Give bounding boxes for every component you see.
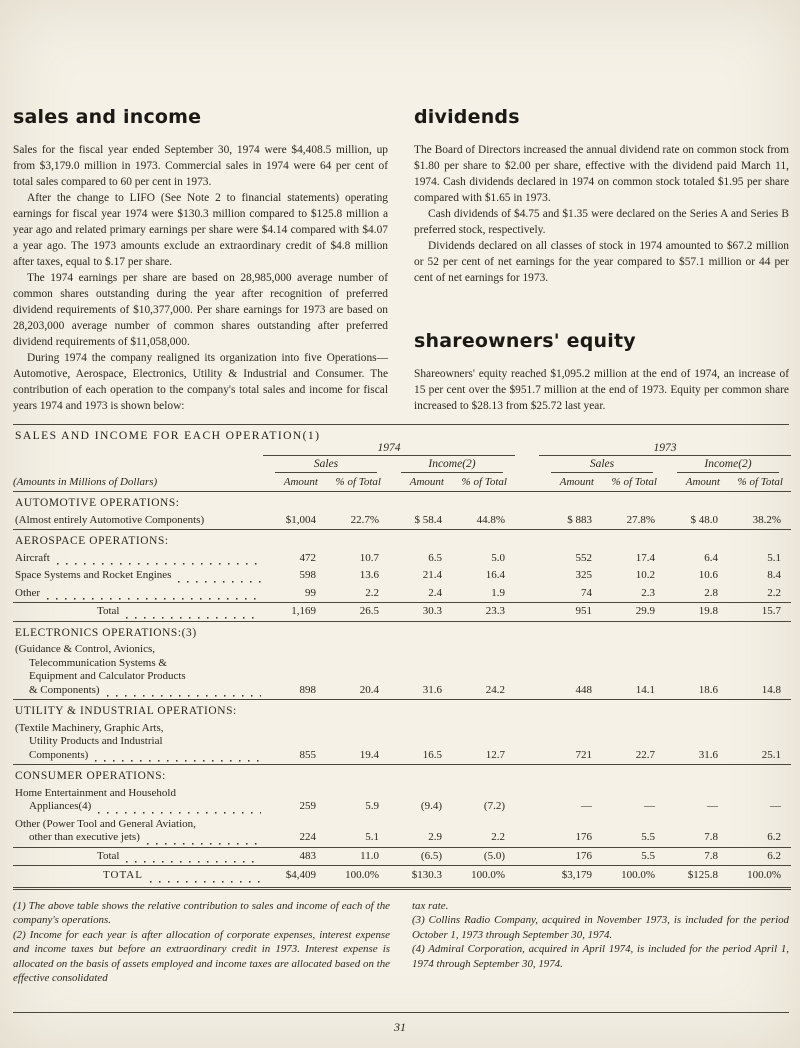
column-gap: [515, 567, 539, 585]
cell-value: 7.8: [665, 847, 728, 866]
cell-value: 176: [539, 816, 602, 848]
cell-value: 6.2: [728, 847, 791, 866]
table-row: [13, 785, 791, 816]
cell-value: 74: [539, 585, 602, 603]
cell-value: —: [707, 800, 718, 812]
cell-value: 25.1: [728, 720, 791, 765]
cell-value: 721: [539, 720, 602, 765]
sales-label: Sales: [275, 458, 377, 473]
row-label: AEROSPACE OPERATIONS:: [15, 535, 169, 547]
column-gap: [515, 603, 539, 622]
column-header-row: [13, 473, 791, 492]
sales-1973-header: [539, 456, 665, 474]
dividends-text: [414, 142, 789, 286]
paragraph: Sales for the fiscal year ended September 30, 1974 were $4,408.5 million, up from $3,179.0 million in 1973. Commercial sales in 1974 were 64 per cent of total sales compared to 60 per cent in 1973.: [13, 144, 388, 188]
dot-leader: [126, 609, 261, 619]
cell-value: 19.4: [326, 720, 389, 765]
cell-value: —: [770, 800, 781, 812]
row-label-text: & Components): [29, 683, 100, 696]
row-label-text: Total: [97, 849, 120, 862]
table-row: [13, 567, 791, 585]
row-label: ELECTRONICS OPERATIONS:(3): [15, 626, 197, 639]
cell-value: 176: [539, 847, 602, 866]
row-label: [13, 816, 263, 848]
pct-header: % of Total: [326, 473, 389, 492]
table-row: [13, 585, 791, 603]
row-label: AUTOMOTIVE OPERATIONS:: [15, 497, 180, 509]
row-label-line: [15, 749, 263, 763]
cell-value: 483: [263, 847, 326, 866]
row-label-line: [15, 552, 263, 566]
cell-value: 6.5: [428, 551, 442, 564]
pct-header: % of Total: [728, 473, 791, 492]
cell-value: 7.8: [665, 816, 728, 848]
cell-value: 552: [575, 551, 592, 564]
cell-value: 855: [263, 720, 326, 765]
cell-value: 2.3: [602, 585, 665, 603]
cell-value: 20.4: [326, 641, 389, 700]
cell-value: 2.9: [389, 816, 452, 848]
table-row: [13, 847, 791, 866]
row-label: [13, 720, 263, 765]
header-spacer: [13, 456, 263, 474]
table-title: SALES AND INCOME FOR EACH OPERATION(1): [15, 429, 321, 442]
row-label-line: Telecommunication Systems &: [29, 656, 167, 669]
row-label-line: [15, 569, 263, 583]
row-label-line: Equipment and Calculator Products: [29, 670, 186, 682]
cell-value: $ 48.0: [665, 512, 728, 530]
row-label: [13, 785, 263, 816]
row-label-line: [15, 587, 263, 601]
paragraph: Dividends declared on all classes of stock in 1974 amounted to $67.2 million or 52 per cent of net earnings for the year compared to $57.1 million or 44 per cent of net earnings for 1973.: [414, 240, 789, 284]
row-label-line: [97, 850, 263, 864]
cell-value: 14.8: [728, 641, 791, 700]
column-gap: [515, 847, 539, 866]
row-label-line: [15, 831, 263, 845]
dot-leader: [150, 873, 261, 883]
cell-value: 14.1: [602, 641, 665, 700]
sales-and-income-text: [13, 142, 388, 414]
cell-value: 472: [299, 551, 316, 564]
cell-value: $130.3: [389, 866, 452, 889]
cell-value: 21.4: [422, 569, 442, 581]
row-label-line: (Guidance & Control, Avionics,: [15, 643, 156, 655]
pct-header: % of Total: [602, 473, 665, 492]
row-label-line: [97, 605, 263, 619]
bottom-rule: [13, 1012, 789, 1013]
page-number: 31: [394, 1020, 406, 1034]
footnote: (1) The above table shows the relative contribution to sales and income of each of the company's operations.: [13, 899, 390, 927]
sales-1974-header: [263, 456, 389, 474]
cell-value: (7.2): [483, 800, 505, 812]
cell-value: 15.7: [728, 603, 791, 622]
cell-value: 38.2%: [728, 512, 791, 530]
column-gap: [515, 785, 539, 816]
table-row: [13, 512, 791, 530]
cell-value: 22.7: [602, 720, 665, 765]
row-label-line: (Textile Machinery, Graphic Arts,: [15, 721, 164, 734]
cell-value: 12.7: [452, 720, 515, 765]
row-label-line: Utility Products and Industrial: [29, 735, 163, 747]
footnote: tax rate.: [412, 899, 449, 912]
cell-value: 26.5: [326, 603, 389, 622]
table-row: [13, 550, 791, 568]
row-label-line: [15, 514, 263, 528]
text-columns: [13, 106, 789, 414]
table-body: [13, 492, 791, 889]
cell-value: 598: [299, 569, 316, 581]
column-gap: [515, 456, 539, 474]
paragraph: After the change to LIFO (See Note 2 to financial statements) operating earnings for fiscal year 1974 were $130.3 million compared to $125.8 million a year ago and related primary earnings per share were $4.14 compared with $4.07 a year ago. The 1973 amounts exclude an extraordinary credit of $4.8 million after taxes, equal to $.17 per share.: [13, 192, 388, 268]
row-label-text: (Almost entirely Automotive Components): [15, 513, 205, 526]
cell-value: (9.4): [420, 800, 442, 812]
header-spacer: [13, 442, 263, 456]
cell-value: 448: [539, 641, 602, 700]
amounts-caption: (Amounts in Millions of Dollars): [13, 473, 263, 492]
sales-and-income-heading: sales and income: [13, 106, 202, 128]
year-header-row: [13, 442, 791, 456]
row-label: [13, 847, 263, 866]
column-gap: [515, 512, 539, 530]
subgroup-header-row: [13, 456, 791, 474]
sales-label: Sales: [551, 458, 653, 473]
row-label-text: Appliances(4): [29, 800, 92, 812]
cell-value: 16.5: [389, 720, 452, 765]
amount-header: Amount: [389, 473, 452, 492]
cell-value: 19.8: [665, 603, 728, 622]
paragraph: The 1974 earnings per share are based on 28,985,000 average number of common shares outstanding during the year after recognition of preferred dividend requirements of $10,377,000. Per share earnings for 1973 are based on 28,203,000 average number of common shares outstanding after preferred dividend requirements of $11,058,000.: [13, 272, 388, 348]
paragraph: Shareowners' equity reached $1,095.2 million at the end of 1974, an increase of 15 per cent over the $951.7 million at the end of 1973. Equity per common share increased to $28.13 from $25.72 last year.: [414, 368, 789, 412]
cell-value: 2.2: [326, 585, 389, 603]
amount-header: Amount: [539, 473, 602, 492]
cell-value: 100.0%: [326, 866, 389, 889]
paragraph: During 1974 the company realigned its organization into five Operations—Automotive, Aerospace, Electronics, Utility & Industrial and Consumer. The contribution of each operation to the company's total sales and income for fiscal years 1974 and 1973 is shown below:: [13, 352, 388, 412]
dot-leader: [57, 555, 261, 565]
amount-header: Amount: [263, 473, 326, 492]
table-section-row: [13, 700, 791, 720]
cell-value: 1.9: [452, 585, 515, 603]
cell-value: —: [581, 800, 592, 812]
right-column: [414, 106, 789, 414]
table-section-row: [13, 621, 791, 641]
table-section-row: [13, 530, 791, 550]
cell-value: 16.4: [485, 569, 505, 581]
cell-value: 100.0%: [452, 866, 515, 889]
row-label-text: Components): [29, 748, 89, 761]
dividends-heading: dividends: [414, 106, 520, 128]
dot-leader: [178, 573, 261, 583]
column-gap: [515, 585, 539, 603]
cell-value: 2.4: [389, 585, 452, 603]
cell-value: 22.7%: [326, 512, 389, 530]
shareowners-equity-text: [414, 366, 789, 414]
table-row: [13, 816, 791, 848]
table-row: [13, 603, 791, 622]
cell-value: 100.0%: [728, 866, 791, 889]
column-gap: [515, 473, 539, 492]
cell-value: 5.1: [326, 816, 389, 848]
cell-value: 951: [539, 603, 602, 622]
row-label-text: other than executive jets): [29, 831, 140, 843]
cell-value: $1,004: [263, 512, 326, 530]
cell-value: 2.2: [452, 816, 515, 848]
cell-value: 224: [263, 816, 326, 848]
row-label: [13, 512, 263, 530]
operations-table-section: [13, 424, 789, 890]
column-gap: [515, 641, 539, 700]
row-label: UTILITY & INDUSTRIAL OPERATIONS:: [15, 705, 237, 717]
cell-value: 325: [575, 569, 592, 581]
dot-leader: [98, 804, 261, 814]
cell-value: 31.6: [665, 720, 728, 765]
cell-value: 23.3: [452, 603, 515, 622]
table-row: [13, 720, 791, 765]
cell-value: 27.8%: [602, 512, 665, 530]
cell-value: 24.2: [452, 641, 515, 700]
cell-value: 2.2: [728, 585, 791, 603]
cell-value: 17.4: [635, 551, 655, 564]
cell-value: 6.2: [728, 816, 791, 848]
cell-value: 31.6: [389, 641, 452, 700]
row-label-text: Other: [15, 586, 41, 599]
row-label-line: [15, 684, 263, 698]
row-label: [13, 550, 263, 568]
year-1974-header: 1974: [263, 442, 515, 456]
income-1973-header: [665, 456, 791, 474]
dot-leader: [95, 752, 261, 762]
column-gap: [515, 866, 539, 889]
column-gap: [515, 720, 539, 765]
income-label: Income(2): [677, 458, 779, 473]
income-label: Income(2): [401, 458, 503, 473]
footnotes: [13, 899, 789, 987]
left-column: [13, 106, 388, 414]
table-row: [13, 641, 791, 700]
cell-value: $4,409: [263, 866, 326, 889]
row-label: [13, 641, 263, 700]
cell-value: $ 883: [539, 512, 602, 530]
row-label-text: TOTAL: [103, 869, 143, 881]
cell-value: 30.3: [389, 603, 452, 622]
cell-value: 8.4: [767, 569, 781, 581]
cell-value: 5.5: [602, 847, 665, 866]
cell-value: $3,179: [539, 866, 602, 889]
cell-value: 5.5: [602, 816, 665, 848]
cell-value: 5.9: [365, 800, 379, 812]
page-content: [13, 0, 789, 986]
footnotes-left: [13, 899, 390, 987]
cell-value: $ 58.4: [389, 512, 452, 530]
cell-value: 44.8%: [452, 512, 515, 530]
paragraph: Cash dividends of $4.75 and $1.35 were declared on the Series A and Series B preferred stock, respectively.: [414, 208, 789, 236]
row-label-line: Other (Power Tool and General Aviation,: [15, 817, 196, 830]
cell-value: 10.7: [359, 551, 379, 564]
table-row: [13, 866, 791, 889]
cell-value: 10.6: [698, 569, 718, 581]
footnote: (2) Income for each year is after allocation of corporate expenses, interest expense and income taxes but before an extraordinary credit in 1973. Interest expense is allocated on the basis of assets employed and income taxes are allocated based on the effective consolidated: [13, 928, 390, 985]
cell-value: —: [644, 800, 655, 812]
row-label: [13, 567, 263, 585]
dot-leader: [126, 853, 261, 863]
row-label: [13, 603, 263, 622]
amount-header: Amount: [665, 473, 728, 492]
row-label-line: [103, 869, 263, 883]
income-1974-header: [389, 456, 515, 474]
cell-value: 259: [299, 800, 316, 812]
table-section-row: [13, 765, 791, 785]
cell-value: 13.6: [359, 569, 379, 581]
pct-header: % of Total: [452, 473, 515, 492]
cell-value: 898: [263, 641, 326, 700]
table-section-row: [13, 492, 791, 512]
paragraph: The Board of Directors increased the annual dividend rate on common stock from $1.80 per share to $2.00 per share, effective with the dividend paid March 11, 1974. Cash dividends declared in 1974 on common stock totaled $1.95 per share compared with $1.65 in 1973.: [414, 144, 789, 204]
cell-value: 1,169: [263, 603, 326, 622]
row-label-text: Aircraft: [15, 551, 50, 564]
cell-value: 100.0%: [602, 866, 665, 889]
shareowners-equity-heading: shareowners' equity: [414, 330, 636, 352]
operations-table: [13, 442, 791, 890]
row-label-line: Home Entertainment and Household: [15, 786, 176, 799]
cell-value: 11.0: [326, 847, 389, 866]
row-label: [13, 866, 263, 889]
column-gap: [515, 550, 539, 568]
year-1973-header: 1973: [539, 442, 791, 456]
cell-value: 5.0: [491, 551, 505, 564]
dot-leader: [147, 835, 261, 845]
cell-value: $125.8: [665, 866, 728, 889]
cell-value: (6.5): [389, 847, 452, 866]
footnote: (4) Admiral Corporation, acquired in April 1974, is included for the period April 1, 1974 through September 30, 1974.: [412, 943, 789, 970]
cell-value: 6.4: [704, 551, 718, 564]
table-header: [13, 442, 791, 492]
footnote: (3) Collins Radio Company, acquired in November 1973, is included for the period October 1, 1973 through September 30, 1974.: [412, 914, 789, 941]
row-label-text: Space Systems and Rocket Engines: [15, 569, 172, 581]
dot-leader: [107, 687, 261, 697]
row-label: [13, 585, 263, 603]
cell-value: 18.6: [665, 641, 728, 700]
cell-value: 29.9: [602, 603, 665, 622]
cell-value: 5.1: [767, 551, 781, 564]
row-label-line: [15, 800, 263, 814]
cell-value: 99: [263, 585, 326, 603]
cell-value: (5.0): [452, 847, 515, 866]
footnotes-right: [412, 899, 789, 987]
row-label: CONSUMER OPERATIONS:: [15, 770, 166, 782]
cell-value: 2.8: [665, 585, 728, 603]
row-label-text: Total: [97, 605, 120, 617]
dot-leader: [47, 590, 261, 600]
cell-value: 10.2: [635, 569, 655, 581]
column-gap: [515, 816, 539, 848]
column-gap: [515, 442, 539, 456]
